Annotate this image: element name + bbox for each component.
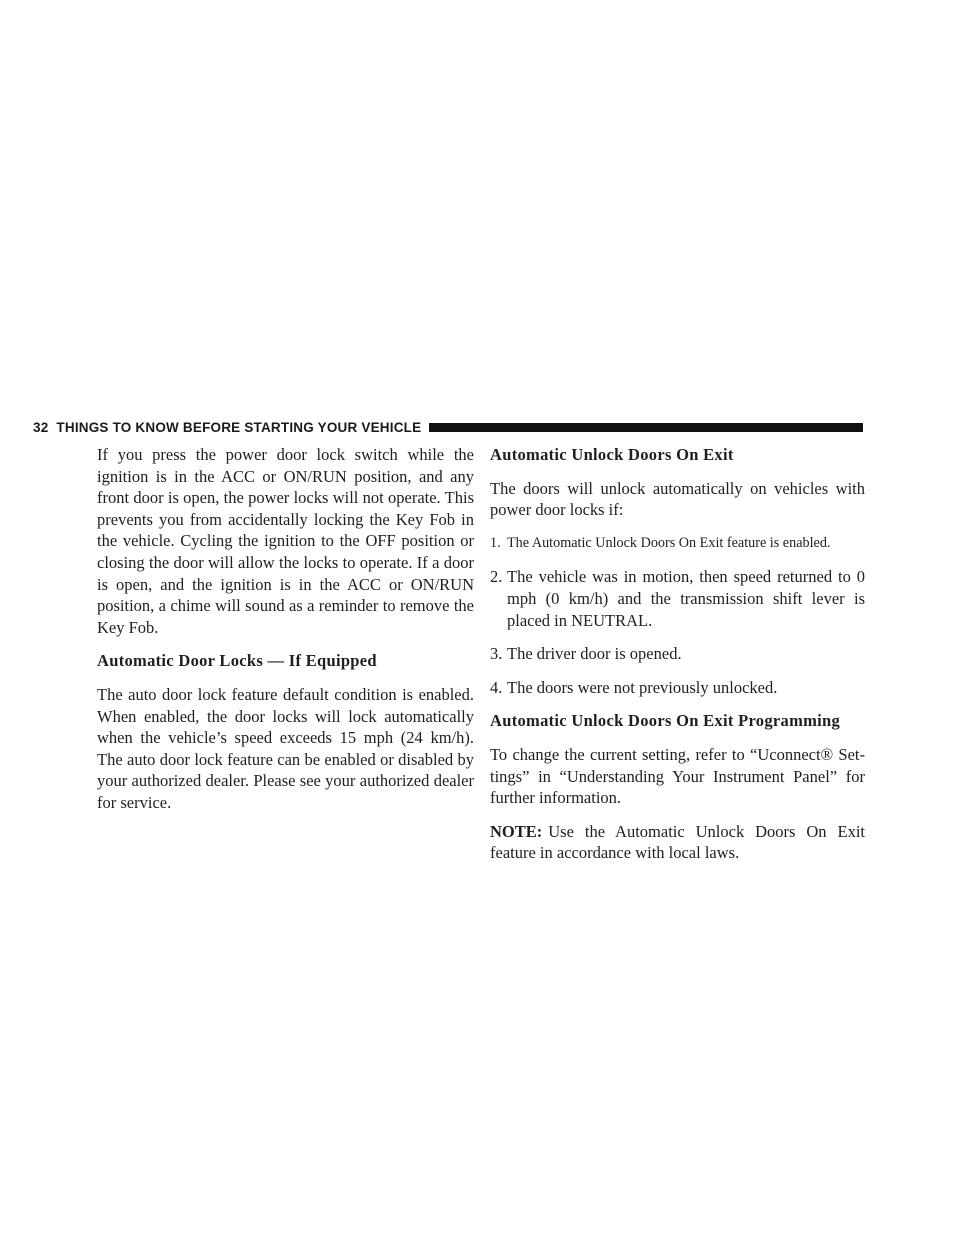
right-column — [490, 444, 865, 876]
list-text: The doors were not previously unlocked. — [507, 677, 778, 697]
note-label: NOTE: — [490, 821, 543, 841]
power-lock-paragraph: If you press the power door lock switch while the ignition is in the ACC or ON/RUN position, and any front door is open, the power locks will not operate. This prevents you from accidentally locking the Key Fob in the vehicle. Cycling the ignition to the OFF position or closing the door will allow the locks to operate. If a door is open, and the ignition is in the ACC or ON/RUN position, a chime will sound as a reminder to remove the Key Fob. — [97, 445, 474, 637]
list-number: 1. — [490, 534, 501, 551]
page-number: 32 — [33, 419, 49, 435]
header-rule — [429, 423, 863, 432]
list-item — [490, 566, 865, 631]
section-title: THINGS TO KNOW BEFORE STARTING YOUR VEHICLE — [56, 419, 422, 435]
list-text: The vehicle was in motion, then speed returned to 0 mph (0 km/h) and the transmission shift lever is placed in NEUTRAL. — [507, 567, 865, 630]
list-item — [490, 533, 865, 555]
programming-paragraph: To change the current setting, refer to “Uconnect® Set- tings” in “Understanding Your Instrument Panel” for further information. — [490, 744, 865, 808]
programming-heading: Automatic Unlock Doors On Exit Programming — [490, 711, 841, 731]
list-number: 4. — [490, 677, 503, 697]
auto-door-locks-heading: Automatic Door Locks — If Equipped — [97, 651, 377, 671]
note-text: Use the Automatic Unlock Doors On Exit feature in accordance with local laws. — [490, 821, 865, 863]
unlock-on-exit-heading: Automatic Unlock Doors On Exit — [490, 445, 734, 464]
unlock-on-exit-intro: The doors will unlock automatically on vehicles with power door locks if: — [490, 478, 865, 520]
conditions-list — [490, 533, 865, 699]
auto-door-locks-paragraph: The auto door lock feature default condition is enabled. When enabled, the door locks will lock automatically when the vehicle’s speed exceeds 15 mph (24 km/h). The auto door lock feature can be enabled or disabled by your authorized dealer. Please see your authorized dealer for service. — [97, 684, 474, 812]
list-text: The driver door is opened. — [507, 644, 682, 664]
list-item — [490, 643, 865, 665]
list-text: The Automatic Unlock Doors On Exit feature is enabled. — [507, 534, 831, 551]
page-header — [33, 417, 863, 437]
list-number: 3. — [490, 644, 503, 664]
note-paragraph — [490, 821, 865, 864]
left-column — [97, 444, 474, 826]
list-item — [490, 677, 865, 699]
list-number: 2. — [490, 567, 503, 587]
